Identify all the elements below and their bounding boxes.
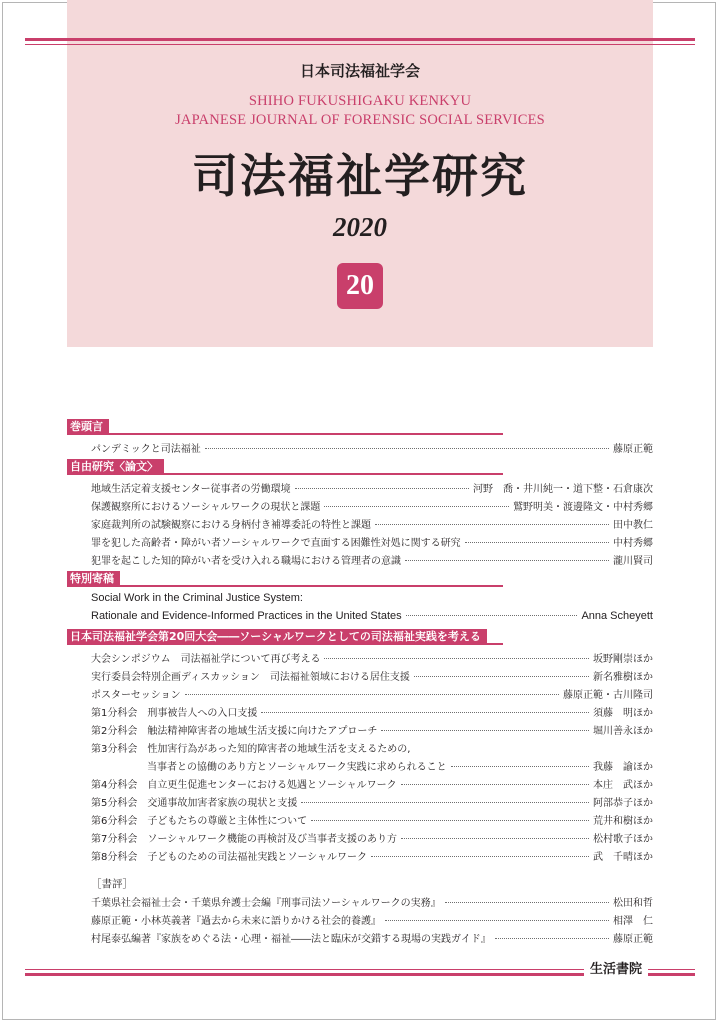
toc-entry: 第4分科会 自立更生促進センターにおける処遇とソーシャルワーク 本庄 武ほか <box>91 780 653 791</box>
section-reviews-heading: ［書評］ <box>91 878 133 890</box>
table-of-contents <box>67 418 653 948</box>
toc-entry: 犯罪を起こした知的障がい者を受け入れる職場における管理者の意識 瀧川賢司 <box>91 556 653 567</box>
top-rule-thick <box>25 38 695 41</box>
toc-entry: 第8分科会 子どものための司法福祉実践とソーシャルワーク 武 千晴ほか <box>91 852 653 863</box>
section-heading: 巻頭言 <box>67 419 109 434</box>
publisher-name: 生活書院 <box>584 960 648 980</box>
section-heading: 自由研究〈論文〉 <box>67 459 164 474</box>
section-conference <box>67 629 653 645</box>
toc-entry: 大会シンポジウム 司法福祉学について再び考える 坂野剛崇ほか <box>91 654 653 665</box>
journal-title: 司法福祉学研究 <box>192 149 528 203</box>
toc-entry: 第1分科会 刑事被告人への入口支援 須藤 明ほか <box>91 708 653 719</box>
society-name: 日本司法福祉学会 <box>299 62 420 80</box>
toc-entry: パンデミックと司法福祉 藤原正範 <box>91 444 653 455</box>
toc-entry: 保護観察所におけるソーシャルワークの現状と課題 鷲野明美・渡邊隆文・中村秀郷 <box>91 502 653 513</box>
toc-entry: 家庭裁判所の試験観察における身柄付き補導委託の特性と課題 田中教仁 <box>91 520 653 531</box>
section-preface <box>67 419 653 435</box>
toc-entry: 罪を犯した高齢者・障がい者ソーシャルワークで直面する困難性対処に関する研究 中村秀郷 <box>91 538 653 549</box>
section-free-research <box>67 459 653 475</box>
toc-entry: 藤原正範・小林英義著『過去から未来に語りかける社会的養護』 相澤 仁 <box>91 916 653 927</box>
toc-entry: ポスターセッション 藤原正範・古川隆司 <box>91 690 653 701</box>
toc-entry: 第2分科会 触法精神障害者の地域生活支援に向けたアプローチ 堀川善永ほか <box>91 726 653 737</box>
toc-entry: 実行委員会特別企画ディスカッション 司法福祉領域における居住支援 新名雅樹ほか <box>91 672 653 683</box>
toc-entry: 第5分科会 交通事故加害者家族の現状と支援 阿部恭子ほか <box>91 798 653 809</box>
toc-entry: Rationale and Evidence-Informed Practices in the United States Anna Scheyett <box>91 610 653 622</box>
toc-entry: 第3分科会 性加害行為があった知的障害者の地域生活を支えるための, <box>91 744 411 755</box>
section-heading: 日本司法福祉学会第20回大会――ソーシャルワークとしての司法福祉実践を考える <box>67 629 487 644</box>
toc-entry: 第7分科会 ソーシャルワーク機能の再検討及び当事者支援のあり方 松村歌子ほか <box>91 834 653 845</box>
section-heading: 特別寄稿 <box>67 571 120 586</box>
section-special <box>67 571 653 587</box>
top-rule-thin <box>25 44 695 45</box>
toc-entry: Social Work in the Criminal Justice System: <box>91 592 303 604</box>
toc-entry: 当事者との協働のあり方とソーシャルワーク実践に求められること 我藤 諭ほか <box>147 762 653 773</box>
toc-entry: 地域生活定着支援センター従事者の労働環境 河野 喬・井川純一・道下整・石倉康次 <box>91 484 653 495</box>
title-romaji: SHIHO FUKUSHIGAKU KENKYU <box>248 93 472 109</box>
title-english: JAPANESE JOURNAL OF FORENSIC SOCIAL SERVICES <box>175 112 545 128</box>
toc-entry: 第6分科会 子どもたちの尊厳と主体性について 荒井和樹ほか <box>91 816 653 827</box>
toc-entry: 村尾泰弘編著『家族をめぐる法・心理・福祉――法と臨床が交錯する現場の実践ガイド』 藤原正範 <box>91 934 653 945</box>
issue-year: 2020 <box>333 212 387 242</box>
volume-badge: 20 <box>337 263 383 309</box>
toc-entry: 千葉県社会福祉士会・千葉県弁護士会編『刑事司法ソーシャルワークの実務』 松田和哲 <box>91 898 653 909</box>
